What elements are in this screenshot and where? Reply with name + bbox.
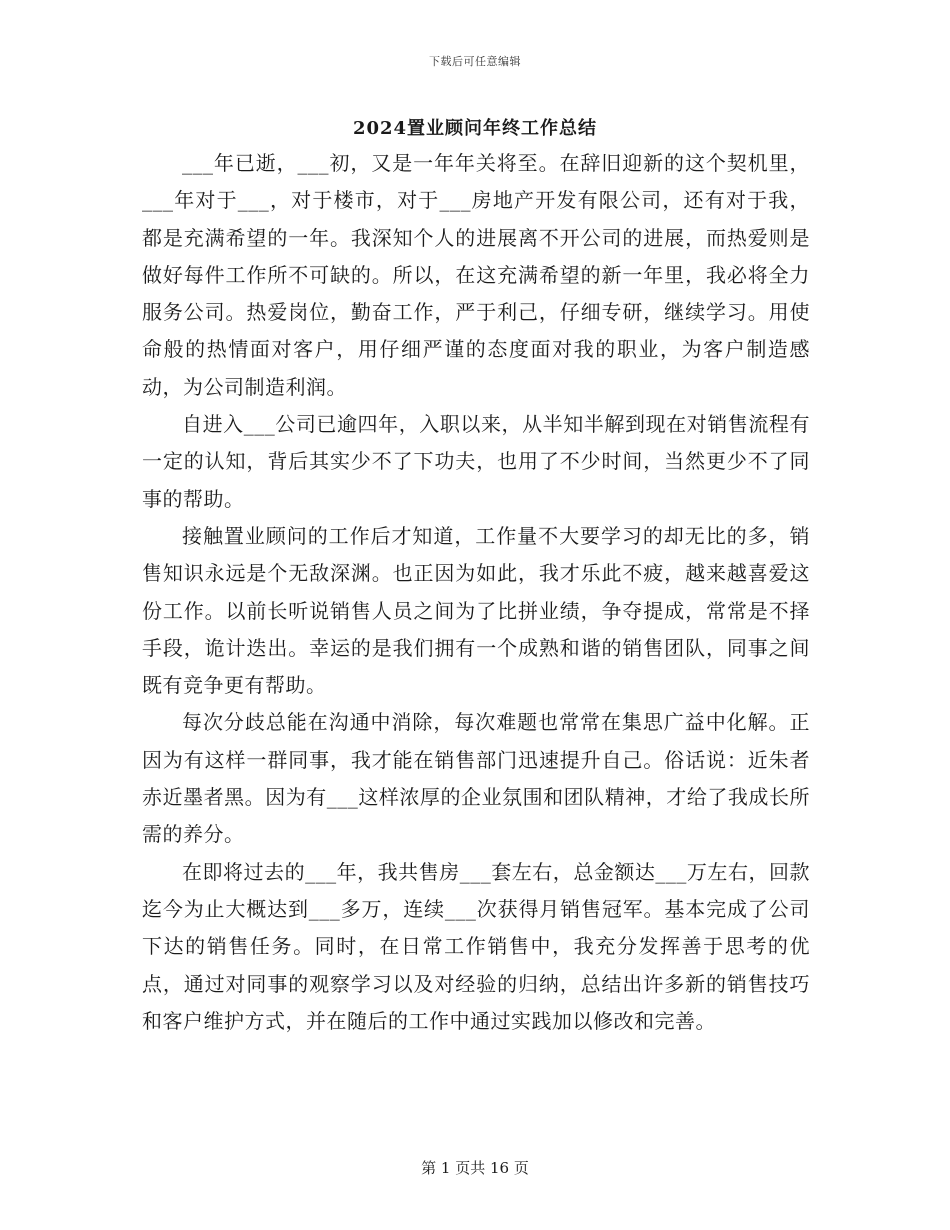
page-footer: 第 1 页共 16 页 <box>421 1159 529 1177</box>
paragraph-2: 自进入___公司已逾四年，入职以来，从半知半解到现在对销售流程有一定的认知，背后其实少不了下功夫，也用了不少时间，当然更少不了同事的帮助。 <box>142 412 810 511</box>
paragraph-3: 接触置业顾问的工作后才知道，工作量不大要学习的却无比的多，销售知识永远是个无敌深渊。也正因为如此，我才乐此不疲，越来越喜爱这份工作。以前长听说销售人员之间为了比拼业绩，争夺提成，常常是不择手段，诡计迭出。幸运的是我们拥有一个成熟和谐的销售团队，同事之间既有竞争更有帮助。 <box>142 523 810 698</box>
document-body <box>142 145 810 1040</box>
header-note: 下载后可任意编辑 <box>429 55 521 68</box>
document-title: 2024置业顾问年终工作总结 <box>352 118 598 139</box>
paragraph-1: ___年已逝，___初，又是一年年关将至。在辞旧迎新的这个契机里，___年对于___，对于楼市，对于___房地产开发有限公司，还有对于我，都是充满希望的一年。我深知个人的进展离不开公司的进展，而热爱则是做好每件工作所不可缺的。所以，在这充满希望的新一年里，我必将全力服务公司。热爱岗位，勤奋工作，严于利己，仔细专研，继续学习。用使命般的热情面对客户，用仔细严谨的态度面对我的职业，为客户制造感动，为公司制造利润。 <box>142 151 810 399</box>
paragraph-5: 在即将过去的___年，我共售房___套左右，总金额达___万左右，回款迄今为止大概达到___多万，连续___次获得月销售冠军。基本完成了公司下达的销售任务。同时，在日常工作销售中，我充分发挥善于思考的优点，通过对同事的观察学习以及对经验的归纳，总结出许多新的销售技巧和客户维护方式，并在随后的工作中通过实践加以修改和完善。 <box>142 859 810 1033</box>
paragraph-4: 每次分歧总能在沟通中消除，每次难题也常常在集思广益中化解。正因为有这样一群同事，我才能在销售部门迅速提升自己。俗话说：近朱者赤近墨者黑。因为有___这样浓厚的企业氛围和团队精神，才给了我成长所需的养分。 <box>142 710 810 847</box>
